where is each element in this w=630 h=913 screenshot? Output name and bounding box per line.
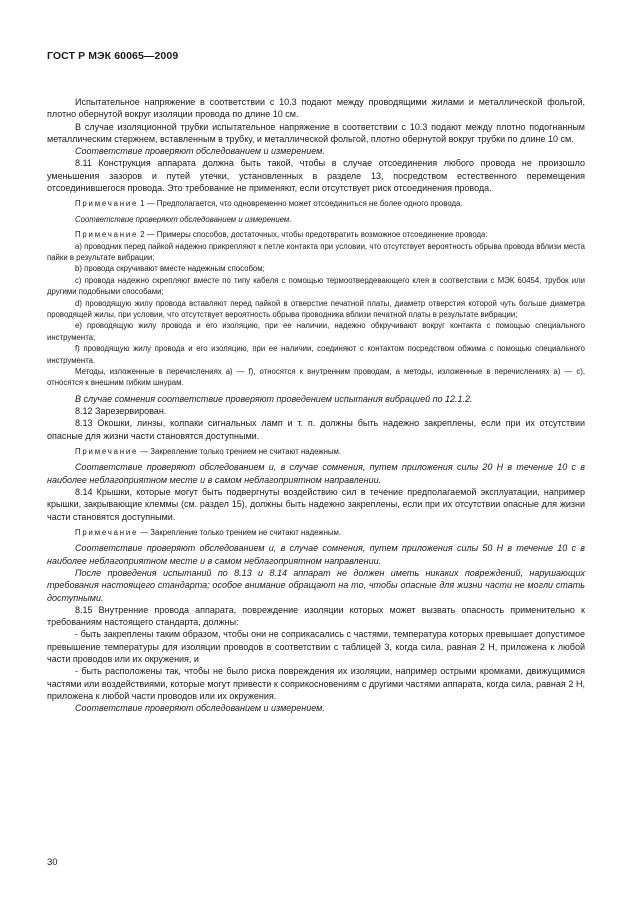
text-paragraph	[47, 702, 585, 714]
text-paragraph	[47, 366, 585, 389]
paragraph-text: Испытательное напряжение в соответствии с 10.3 подают между проводящими жилами и металлической фольгой, плотно обернутой вокруг изоляции провода по длине 10 см.	[47, 97, 585, 120]
note-paragraph	[47, 527, 585, 538]
paragraph-text: Соответствие проверяют обследованием и измерением.	[75, 146, 325, 157]
text-paragraph	[47, 320, 585, 343]
paragraph-text: Соответствие проверяют обследованием и измерением.	[75, 214, 292, 224]
text-paragraph	[47, 121, 585, 146]
note-paragraph	[47, 229, 585, 240]
document-header: ГОСТ Р МЭК 60065—2009	[47, 50, 179, 62]
paragraph-text: Соответствие проверяют обследованием и, в случае сомнения, путем приложения силы 20 Н в течение 10 с в наиболее неблагоприятном месте и в самом неблагоприятном направлении.	[47, 462, 585, 485]
paragraph-text: Методы, изложенные в перечислениях а) — f), относятся к внутренним проводам, а методы, изложенные в перечислениях а) — с), относятся к внешним гибким шнурам.	[47, 367, 585, 388]
paragraph-text: После проведения испытаний по 8.13 и 8.14 аппарат не должен иметь никаких повреждений, нарушающих требования настоящего стандарта; особое внимание обращают на то, чтобы опасные для жизни части не могли стать доступными.	[47, 567, 585, 603]
text-paragraph	[47, 604, 585, 629]
note-label: Примечание	[75, 230, 139, 240]
paragraph-text: В случае сомнения соответствие проверяют проведением испытания вибрацией по 12.1.2.	[75, 393, 473, 404]
paragraph-text: Соответствие проверяют обследованием и измерением.	[75, 703, 325, 714]
paragraph-text: Соответствие проверяют обследованием и, в случае сомнения, путем приложения силы 50 Н в течение 10 с в наиболее неблагоприятном месте и в самом неблагоприятном направлении.	[47, 543, 585, 566]
paragraph-text: e) проводящую жилу провода и его изоляцию, при ее наличии, надежно обкручивают вокруг контакта с помощью специального инструмента;	[47, 321, 585, 342]
text-paragraph	[47, 393, 585, 405]
paragraph-text: 2 — Примеры способов, достаточных, чтобы предотвратить возможное отсоединение провода:	[138, 230, 488, 240]
text-paragraph	[47, 405, 585, 417]
paragraph-text: 1 — Предполагается, что одновременно может отсоединиться не более одного провода.	[138, 199, 463, 209]
note-paragraph	[47, 446, 585, 457]
text-paragraph	[47, 263, 585, 274]
paragraph-text: c) провода надежно скрепляют вместе по типу кабеля с помощью термоотвердевающего клея в соответствии с МЭК 60454, трубок или другими подобными способами;	[47, 275, 585, 297]
text-paragraph	[47, 628, 585, 665]
text-paragraph	[47, 275, 585, 298]
text-paragraph	[47, 241, 585, 264]
paragraph-text: b) провода скручивают вместе надежным способом;	[75, 264, 265, 274]
text-paragraph	[47, 567, 585, 604]
paragraph-text: f) проводящую жилу провода и его изоляцию, при ее наличии, соединяют с контактом посредством обжима с помощью специального инструмента.	[47, 344, 585, 365]
paragraph-text: - быть расположены так, чтобы не было риска повреждения их изоляции, например острыми кромками, движущимися частями или воздействиями, которые могут привести к соприкосновениям с другими частями аппарата, когда сила, равная 2 Н, приложена к любой части проводов или их окружения.	[47, 666, 585, 701]
text-paragraph	[47, 145, 585, 157]
text-paragraph	[47, 96, 585, 121]
note-label: Примечание	[75, 447, 139, 457]
paragraph-text: — Закрепление только трением не считают надежным.	[138, 527, 342, 537]
paragraph-text: - быть закреплены таким образом, чтобы они не соприкасались с частями, температура которых превышает допустимое превышение температуры для изоляции проводов в соответствии с таблицей 3, когда сила, равная 2 Н, приложена к любой части проводов или их окружения, и	[47, 629, 585, 665]
paragraph-text: 8.12 Зарезервирован.	[75, 406, 167, 417]
paragraph-text: 8.15 Внутренние провода аппарата, повреждение изоляции которых может вызвать опасность применительно к требованиям настоящего стандарта, должны:	[47, 604, 585, 628]
note-paragraph	[47, 198, 585, 209]
paragraph-text: В случае изоляционной трубки испытательное напряжение в соответствии с 10.3 подают между плотно подогнанным металлическим стержнем, вставленным в трубку, и металлической фольгой, плотно обернутой вокруг трубки по длине 10 см.	[47, 121, 585, 144]
paragraph-text: 8.14 Крышки, которые могут быть подвергнуты воздействию сил в течение предполагаемой эксплуатации, например крышки, закрывающие клеммы (см. раздел 15), должны быть надежно закреплены, если при их отсутствии опасные для жизни части становятся доступными.	[47, 487, 585, 522]
page-number: 30	[47, 857, 58, 868]
text-paragraph	[47, 542, 585, 567]
note-label: Примечание	[75, 527, 139, 537]
paragraph-text: a) проводник перед пайкой надежно прикрепляют к петле контакта при условии, что отсутствует вероятность обрыва провода вблизи места пайки в результате вибрации;	[47, 241, 585, 262]
text-paragraph	[47, 298, 585, 321]
text-paragraph	[47, 665, 585, 702]
text-paragraph	[47, 343, 585, 366]
note-label: Примечание	[75, 199, 139, 209]
document-body	[47, 96, 585, 715]
paragraph-text: d) проводящую жилу провода вставляют перед пайкой в отверстие печатной платы, диаметр отверстия которой чуть больше диаметра проводящей жилы, при условии, что отсутствует вероятность обрыва проводника вблизи печатной платы в результате вибрации;	[47, 298, 585, 320]
paragraph-text: 8.13 Окошки, линзы, колпаки сигнальных ламп и т. п. должны быть надежно закреплены, если при их отсутствии опасные для жизни части становятся доступными.	[47, 418, 585, 441]
text-paragraph	[47, 461, 585, 486]
text-paragraph	[47, 486, 585, 523]
paragraph-text: — Закрепление только трением не считают надежным.	[138, 447, 342, 457]
paragraph-text: 8.11 Конструкция аппарата должна быть такой, чтобы в случае отсоединения любого провода не произошло уменьшения зазоров и путей утечки, установленных в разделе 13, посредством естественного перемещения отсоединившегося провода. Это требование не применяют, если отсутствует риск отсоединения провода.	[47, 158, 585, 194]
text-paragraph	[47, 157, 585, 194]
text-paragraph	[47, 417, 585, 442]
text-paragraph	[47, 214, 585, 225]
